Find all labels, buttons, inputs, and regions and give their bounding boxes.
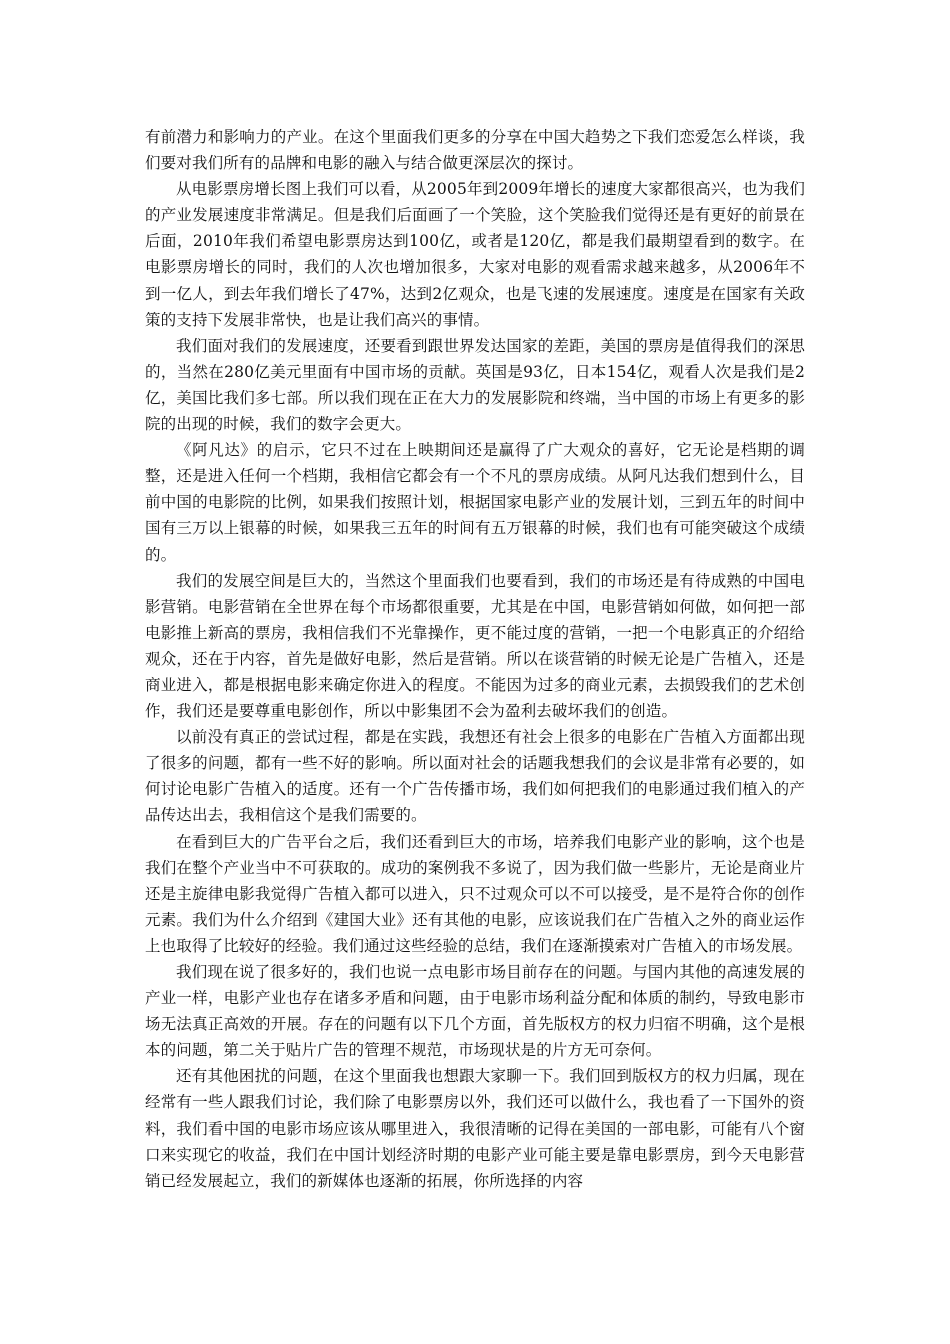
paragraph-7: 在看到巨大的广告平台之后，我们还看到巨大的市场，培养我们电影产业的影响，这个也是我们在整个产业当中不可获取的。成功的案例我不多说了，因为我们做一些影片，无论是商业片还是主旋律电影我觉得广告植入都可以进入，只不过观众可以不可以接受，是不是符合你的创作元素。我们为什么介绍到《建国大业》还有其他的电影，应该说我们在广告植入之外的商业运作上也取得了比较好的经验。我们通过这些经验的总结，我们在逐渐摸索对广告植入的市场发展。 <box>145 832 805 955</box>
paragraph-6: 以前没有真正的尝试过程，都是在实践，我想还有社会上很多的电影在广告植入方面都出现了很多的问题，都有一些不好的影响。所以面对社会的话题我想我们的会议是非常有必要的，如何讨论电影广告植入的适度。还有一个广告传播市场，我们如何把我们的电影通过我们植入的产品传达出去，我相信这个是我们需要的。 <box>145 728 805 825</box>
paragraph-4: 《阿凡达》的启示，它只不过在上映期间还是赢得了广大观众的喜好，它无论是档期的调整，还是进入任何一个档期，我相信它都会有一个不凡的票房成绩。从阿凡达我们想到什么，目前中国的电影院的比例，如果我们按照计划，根据国家电影产业的发展计划，三到五年的时间中国有三万以上银幕的时候，如果我三五年的时间有五万银幕的时候，我们也有可能突破这个成绩的。 <box>145 441 805 564</box>
paragraph-9: 还有其他困扰的问题，在这个里面我也想跟大家聊一下。我们回到版权方的权力归属，现在经常有一些人跟我们讨论，我们除了电影票房以外，我们还可以做什么，我也看了一下国外的资料，我们看中国的电影市场应该从哪里进入，我很清晰的记得在美国的一部电影，可能有八个窗口来实现它的收益，我们在中国计划经济时期的电影产业可能主要是靠电影票房，到今天电影营销已经发展起立，我们的新媒体也逐渐的拓展，你所选择的内容 <box>145 1067 805 1190</box>
paragraph-3: 我们面对我们的发展速度，还要看到跟世界发达国家的差距，美国的票房是值得我们的深思的，当然在280亿美元里面有中国市场的贡献。英国是93亿，日本154亿，观看人次是我们是2亿，美国比我们多七部。所以我们现在正在大力的发展影院和终端，当中国的市场上有更多的影院的出现的时候，我们的数字会更大。 <box>145 336 805 434</box>
paragraph-5: 我们的发展空间是巨大的，当然这个里面我们也要看到，我们的市场还是有待成熟的中国电影营销。电影营销在全世界在每个市场都很重要，尤其是在中国，电影营销如何做，如何把一部电影推上新高的票房，我相信我们不光靠操作，更不能过度的营销，一把一个电影真正的介绍给观众，还在于内容，首先是做好电影，然后是营销。所以在谈营销的时候无论是广告植入，还是商业进入，都是根据电影来确定你进入的程度。不能因为过多的商业元素，去损毁我们的艺术创作，我们还是要尊重电影创作，所以中影集团不会为盈利去破坏我们的创造。 <box>145 571 805 721</box>
paragraph-8: 我们现在说了很多好的，我们也说一点电影市场目前存在的问题。与国内其他的高速发展的产业一样，电影产业也存在诸多矛盾和问题，由于电影市场利益分配和体质的制约，导致电影市场无法真正高效的开展。存在的问题有以下几个方面，首先版权方的权力归宿不明确，这个是根本的问题，第二关于贴片广告的管理不规范，市场现状是的片方无可奈何。 <box>145 963 805 1060</box>
paragraph-1: 有前潜力和影响力的产业。在这个里面我们更多的分享在中国大趋势之下我们恋爱怎么样谈，我们要对我们所有的品牌和电影的融入与结合做更深层次的探讨。 <box>145 128 805 173</box>
document-body <box>145 124 805 1194</box>
paragraph-2: 从电影票房增长图上我们可以看，从2005年到2009年增长的速度大家都很高兴，也为我们的产业发展速度非常满足。但是我们后面画了一个笑脸，这个笑脸我们觉得还是有更好的前景在后面，2010年我们希望电影票房达到100亿，或者是120亿，都是我们最期望看到的数字。在电影票房增长的同时，我们的人次也增加很多，大家对电影的观看需求越来越多，从2006年不到一亿人，到去年我们增长了47%，达到2亿观众，也是飞速的发展速度。速度是在国家有关政策的支持下发展非常快，也是让我们高兴的事情。 <box>145 180 805 329</box>
